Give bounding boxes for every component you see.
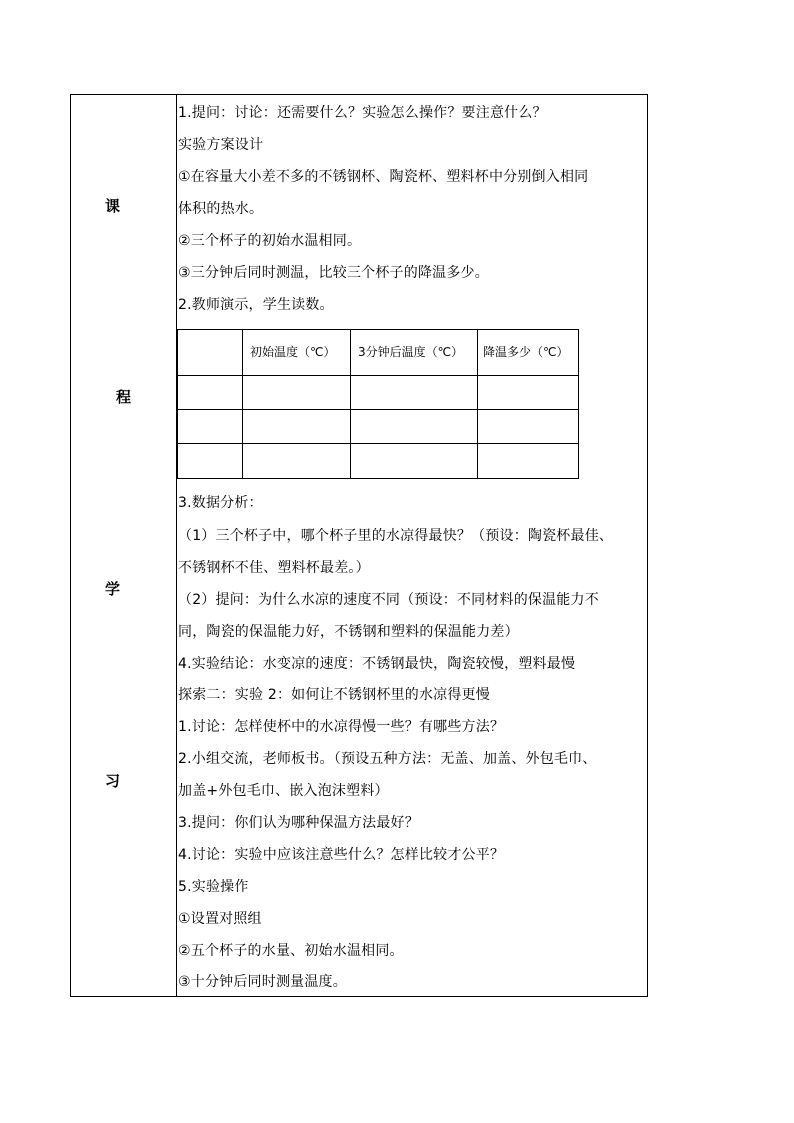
text-line: 加盖+外包毛巾、嵌入泡沫塑料） bbox=[178, 783, 389, 799]
text-line: ③十分钟后同时测量温度。 bbox=[178, 974, 347, 990]
text-line: ②三个杯子的初始水温相同。 bbox=[178, 233, 362, 249]
side-label-char: 程 bbox=[116, 388, 132, 406]
side-label-char: 习 bbox=[105, 772, 121, 790]
text-line: 4.实验结论：水变凉的速度：不锈钢最快，陶瓷较慢，塑料最慢 bbox=[178, 656, 576, 672]
column-divider bbox=[176, 95, 177, 996]
text-line: 1.提问：讨论：还需要什么？实验怎么操作？要注意什么？ bbox=[178, 105, 547, 121]
text-line: ②五个杯子的水量、初始水温相同。 bbox=[178, 943, 404, 959]
table-header-cell: 降温多少（℃） bbox=[483, 345, 569, 359]
text-line: 探索二：实验 2：如何让不锈钢杯里的水凉得更慢 bbox=[178, 687, 490, 703]
temperature-table bbox=[177, 329, 579, 479]
table-gridline bbox=[178, 375, 578, 376]
text-line: （2）提问：为什么水凉的速度不同（预设：不同材料的保温能力不 bbox=[178, 592, 599, 608]
text-line: 体积的热水。 bbox=[178, 201, 264, 217]
text-line: 2.教师演示，学生读数。 bbox=[178, 297, 334, 313]
text-line: 5.实验操作 bbox=[178, 879, 249, 895]
table-gridline bbox=[178, 409, 578, 410]
table-header-cell: 初始温度（℃） bbox=[250, 345, 336, 359]
side-label-char: 课 bbox=[105, 197, 121, 215]
table-gridline bbox=[350, 330, 351, 478]
side-label-char: 学 bbox=[105, 580, 121, 598]
text-line: ③三分钟后同时测温，比较三个杯子的降温多少。 bbox=[178, 265, 489, 281]
text-line: 1.讨论：怎样使杯中的水凉得慢一些？有哪些方法？ bbox=[178, 719, 505, 735]
text-line: 同，陶瓷的保温能力好，不锈钢和塑料的保温能力差） bbox=[178, 624, 519, 640]
table-gridline bbox=[242, 330, 243, 478]
text-line: 3.数据分析： bbox=[178, 495, 263, 511]
table-gridline bbox=[178, 443, 578, 444]
text-line: 实验方案设计 bbox=[178, 137, 264, 153]
text-line: 不锈钢杯不佳、塑料杯最差。） bbox=[178, 560, 370, 576]
text-line: ①在容量大小差不多的不锈钢杯、陶瓷杯、塑料杯中分别倒入相同 bbox=[178, 169, 589, 185]
table-header-cell: 3分钟后温度（℃） bbox=[358, 345, 464, 359]
text-line: （1）三个杯子中，哪个杯子里的水凉得最快？（预设：陶瓷杯最佳、 bbox=[178, 528, 614, 544]
text-line: 4.讨论：实验中应该注意些什么？怎样比较才公平？ bbox=[178, 847, 505, 863]
table-gridline bbox=[477, 330, 478, 478]
lesson-table bbox=[70, 94, 648, 997]
text-line: 2.小组交流，老师板书。（预设五种方法：无盖、加盖、外包毛巾、 bbox=[178, 751, 597, 767]
text-line: 3.提问：你们认为哪种保温方法最好？ bbox=[178, 815, 419, 831]
text-line: ①设置对照组 bbox=[178, 911, 262, 927]
